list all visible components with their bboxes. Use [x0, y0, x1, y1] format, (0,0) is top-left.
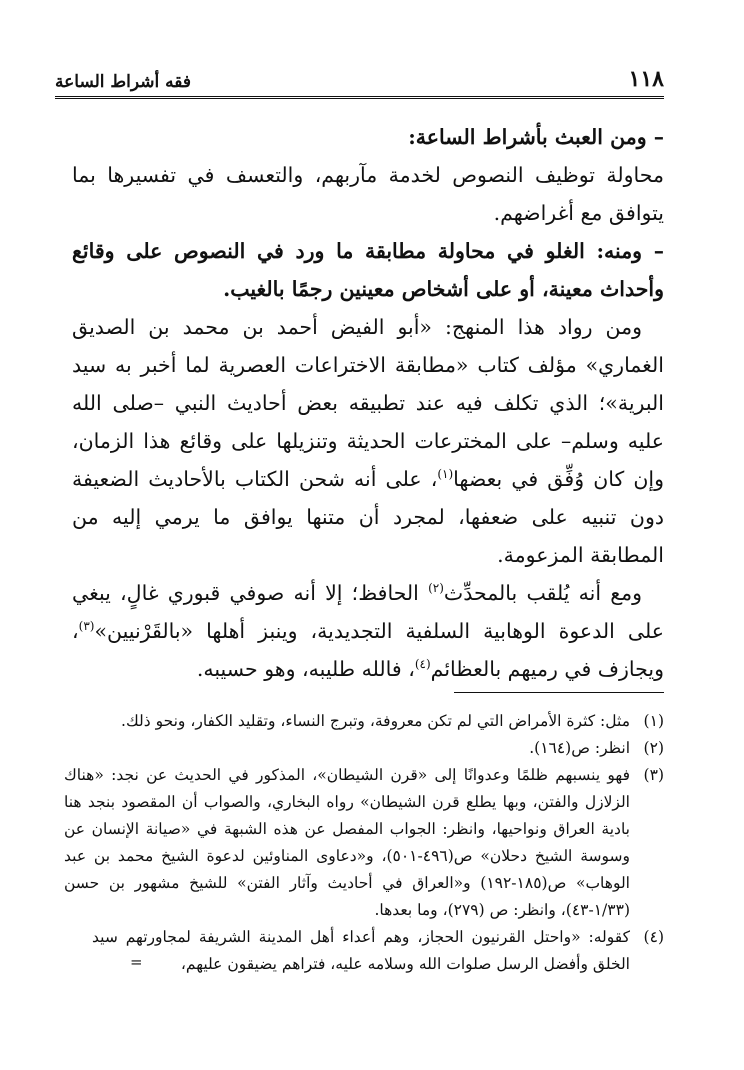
continuation-mark: =: [130, 953, 143, 971]
paragraph-4-text-a: ومع أنه يُلقب بالمحدِّث: [443, 581, 642, 605]
paragraph-3: [72, 308, 664, 574]
footnote-4: [92, 924, 664, 978]
footnote-1: [64, 708, 664, 735]
running-title: فقه أشراط الساعة: [55, 72, 191, 92]
footnote-text: كقوله: «واحتل القرنيون الحجاز، وهم أعداء أهل المدينة الشريفة لمجاورتهم سيد الخلق وأفضل الرسل صلوات الله وسلامه عليه، فتراهم يضيقون عليهم،: [92, 928, 630, 973]
footnote-ref-2[interactable]: (٢): [428, 581, 444, 596]
paragraph-4-text-c: ، ويجازف في رميهم بالعظائم: [72, 619, 664, 681]
paragraph-4: [72, 574, 664, 688]
section-heading: – ومن العبث بأشراط الساعة:: [408, 125, 664, 149]
footnote-ref-4[interactable]: (٤): [414, 657, 431, 672]
footnote-text: انظر: ص(١٦٤).: [529, 739, 630, 757]
paragraph-4-text-b: الحافظ؛ إلا أنه صوفي قبوري غالٍ، يبغي على الدعوة الوهابية السلفية التجديدية، وينبز أهلها «بالقَرْنيين»: [72, 581, 664, 643]
footnotes: [64, 708, 664, 978]
footnote-number: (١): [643, 712, 664, 730]
page-number: ١١٨: [628, 66, 664, 92]
footnote-2: [64, 735, 664, 762]
footnote-divider: [454, 692, 664, 693]
footnote-number: (٣): [643, 766, 664, 784]
page-header: [55, 60, 664, 99]
footnote-3: [64, 762, 664, 924]
paragraph-2: – ومنه: الغلو في محاولة مطابقة ما ورد في النصوص على وقائع وأحداث معينة، أو على أشخاص معينين رجمًا بالغيب.: [72, 239, 664, 301]
footnote-ref-1[interactable]: (١): [437, 467, 454, 482]
paragraph-3-text-b: ، على أنه شحن الكتاب بالأحاديث الضعيفة دون تنبيه على ضعفها، لمجرد أن متنها يوافق ما يرمي إليه من المطابقة المزعومة.: [72, 467, 664, 567]
paragraph-3-text-a: ومن رواد هذا المنهج: «أبو الفيض أحمد بن محمد بن الصديق الغماري» مؤلف كتاب «مطابقة الاختراعات العصرية لما أخبر به سيد البرية»؛ الذي تكلف فيه عند تطبيقه بعض أحاديث النبي –صلى الله عليه وسلم– على المخترعات الحديثة وتنزيلها على وقائع هذا الزمان، وإن كان وُفِّق في بعضها: [72, 315, 664, 491]
paragraph-4-text-d: ، فالله طليبه، وهو حسيبه.: [196, 657, 415, 681]
footnote-number: (٤): [643, 928, 664, 946]
footnote-ref-3[interactable]: (٣): [78, 619, 95, 634]
main-text: [72, 118, 664, 688]
footnote-number: (٢): [643, 739, 664, 757]
footnote-text: فهو ينسبهم ظلمًا وعدوانًا إلى «قرن الشيطان»، المذكور في الحديث عن نجد: «هناك الزلازل والفتن، وبها يطلع قرن الشيطان» رواه البخاري، والصواب أن المقصود بنجد هنا بادية العراق ونواحيها، وانظر: الجواب المفصل عن هذه الشبهة في «صيانة الإنسان عن وسوسة الشيخ دحلان» ص(٤٩٦-٥٠١)، و«دعاوى المناوئين لدعوة الشيخ محمد بن عبد الوهاب» ص(١٨٥-١٩٢) و«العراق في أحاديث وآثار الفتن» للشيخ مشهور بن حسن (١/٣٣-٤٣)، وانظر: ص (٢٧٩)، وما بعدها.: [64, 766, 630, 919]
paragraph-1: محاولة توظيف النصوص لخدمة مآربهم، والتعسف في تفسيرها بما يتوافق مع أغراضهم.: [72, 163, 664, 225]
footnote-text: مثل: كثرة الأمراض التي لم تكن معروفة، وتبرج النساء، وتقليد الكفار، ونحو ذلك.: [121, 712, 630, 730]
